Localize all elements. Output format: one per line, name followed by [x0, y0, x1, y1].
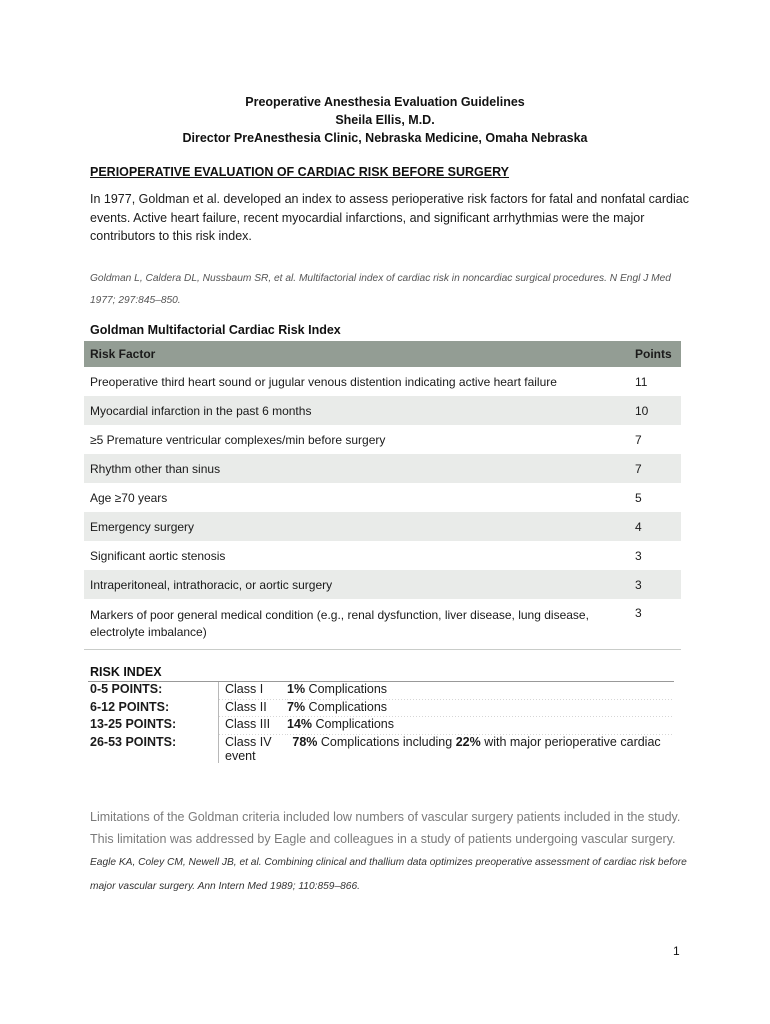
risk-index-row [88, 700, 674, 718]
complication-rate [287, 682, 674, 700]
table-row [84, 599, 681, 650]
points-header: Points [625, 341, 681, 367]
major-event-percent: 22% [455, 734, 481, 749]
author-name: Sheila Ellis, M.D. [335, 113, 435, 127]
risk-factor-cell: Intraperitoneal, intrathoracic, or aortic surgery [84, 570, 625, 599]
points-cell: 7 [625, 454, 681, 483]
points-cell: 5 [635, 490, 642, 505]
complication-rate [287, 717, 674, 735]
risk-factor-cell: ≥5 Premature ventricular complexes/min before surgery [90, 432, 386, 447]
complication-percent: 1% [287, 682, 306, 696]
complication-percent: 78% [292, 734, 318, 749]
points-cell: 10 [625, 396, 681, 425]
points-cell: 4 [625, 512, 681, 541]
table-row [84, 483, 681, 512]
points-cell: 3 [625, 599, 681, 650]
risk-index-row [88, 717, 674, 735]
points-cell: 11 [635, 374, 648, 389]
table-row [84, 454, 681, 483]
risk-factor-cell: Myocardial infarction in the past 6 months [84, 396, 625, 425]
table-row [84, 512, 681, 541]
risk-factor-cell: Preoperative third heart sound or jugular venous distention indicating active heart failure [90, 374, 557, 389]
table-row [84, 425, 681, 454]
risk-factor-header: Risk Factor [84, 341, 625, 367]
goldman-citation: Goldman L, Caldera DL, Nussbaum SR, et al. Multifactorial index of cardiac risk in noncardiac surgical procedures. N Engl J Med 1977; 297:845–850. [90, 273, 671, 306]
complication-text: Complications including [317, 734, 456, 749]
document-title: Preoperative Anesthesia Evaluation Guidelines [245, 95, 525, 109]
points-range: 6-12 POINTS: [90, 699, 170, 714]
risk-class: Class I [219, 682, 288, 700]
table-row [84, 367, 681, 396]
complication-text: Complications [312, 717, 395, 731]
points-range: 26-53 POINTS: [90, 734, 177, 749]
risk-index-row [88, 735, 674, 763]
complication-rate [287, 700, 674, 718]
page-number: 1 [673, 944, 680, 958]
risk-class: Class II [219, 700, 288, 718]
risk-factor-cell: Significant aortic stenosis [90, 548, 226, 563]
points-cell: 7 [635, 432, 642, 447]
risk-factor-cell: Emergency surgery [84, 512, 625, 541]
risk-index-table [88, 681, 674, 763]
eagle-citation: Eagle KA, Coley CM, Newell JB, et al. Combining clinical and thallium data optimizes preoperative assessment of cardiac risk before major vascular surgery. Ann Intern Med 1989; 110:859–866. [90, 857, 687, 892]
author-affiliation: Director PreAnesthesia Clinic, Nebraska Medicine, Omaha Nebraska [182, 131, 588, 145]
risk-factor-cell: Markers of poor general medical condition (e.g., renal dysfunction, liver disease, lung disease, electrolyte imbalance) [84, 599, 625, 650]
risk-class-and-rate [219, 735, 675, 763]
complication-percent: 7% [287, 699, 306, 714]
major-event-text: with major perioperative cardiac event [225, 734, 661, 763]
risk-class: Class IV [225, 734, 272, 749]
risk-factor-cell: Age ≥70 years [90, 490, 168, 505]
risk-index-title: RISK INDEX [90, 665, 162, 679]
points-cell: 3 [635, 548, 642, 563]
table-row [84, 541, 681, 570]
risk-index-row [88, 682, 674, 700]
section-title: PERIOPERATIVE EVALUATION OF CARDIAC RISK BEFORE SURGERY [90, 165, 510, 179]
limitations-paragraph [90, 806, 690, 898]
points-cell: 3 [625, 570, 681, 599]
risk-class: Class III [219, 717, 288, 735]
points-range: 13-25 POINTS: [90, 717, 177, 731]
risk-factor-cell: Rhythm other than sinus [84, 454, 625, 483]
goldman-risk-table [84, 341, 681, 650]
intro-paragraph: In 1977, Goldman et al. developed an index to assess perioperative risk factors for fatal and nonfatal cardiac events. Active heart failure, recent myocardial infarctions, and significant arrhythmias were the major contributors to this risk index. [90, 192, 689, 243]
table-row [84, 396, 681, 425]
complication-text: Complications [305, 682, 388, 696]
complication-text: Complications [305, 699, 388, 714]
table-header-row [84, 341, 681, 367]
risk-table-title: Goldman Multifactorial Cardiac Risk Index [90, 323, 341, 337]
table-row [84, 570, 681, 599]
limitations-text: Limitations of the Goldman criteria included low numbers of vascular surgery patients included in the study. This limitation was addressed by Eagle and colleagues in a study of patients undergoing vascular surgery. [90, 810, 681, 846]
points-range: 0-5 POINTS: [88, 682, 219, 700]
complication-percent: 14% [287, 717, 313, 731]
